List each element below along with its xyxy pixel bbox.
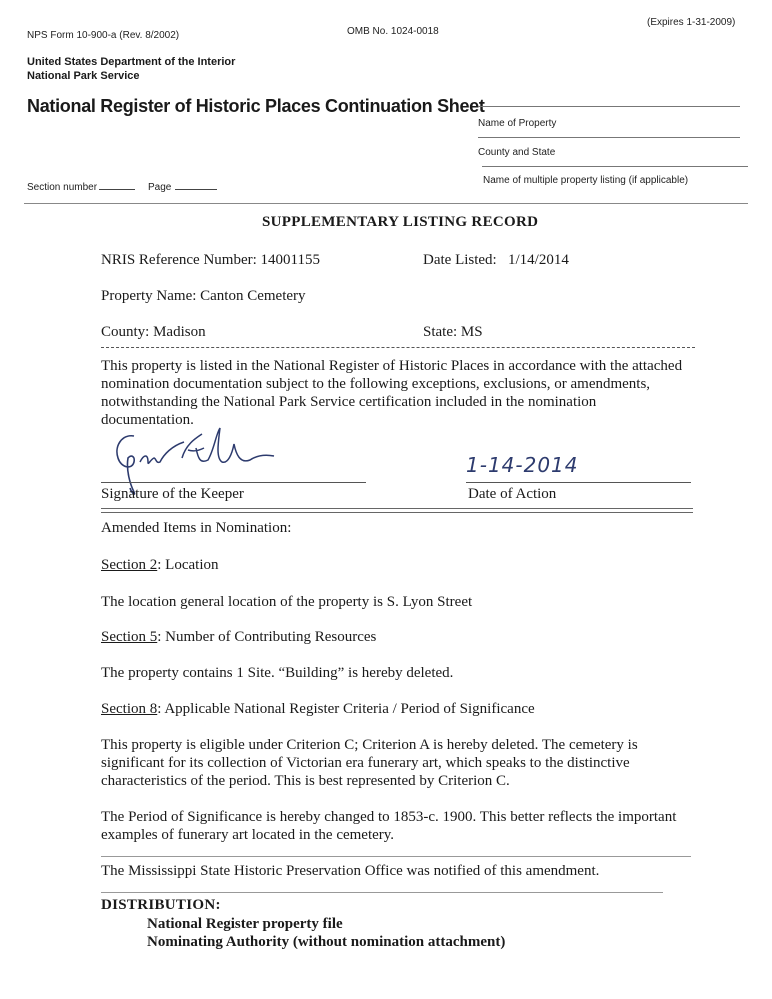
dashed-divider bbox=[101, 347, 695, 348]
property-name: Property Name: Canton Cemetery bbox=[101, 288, 306, 304]
shpo-notification: The Mississippi State Historic Preservation Office was notified of this amendment. bbox=[101, 863, 600, 879]
section-8-heading: Section 8: Applicable National Register Criteria / Period of Significance bbox=[101, 701, 535, 717]
signature-label: Signature of the Keeper bbox=[101, 486, 244, 502]
multiple-listing-label: Name of multiple property listing (if applicable) bbox=[483, 175, 689, 186]
period-of-significance-text: The Period of Significance is hereby changed to 1853-c. 1900. This better reflects the important examples of funerary art located in the cemetery. bbox=[101, 809, 677, 843]
date-line bbox=[466, 482, 691, 483]
county-state-line bbox=[478, 137, 740, 138]
header-divider bbox=[24, 203, 748, 204]
distribution-heading: DISTRIBUTION: bbox=[101, 897, 221, 913]
section-2-heading: Section 2: Location bbox=[101, 557, 219, 573]
county-state-label: County and State bbox=[478, 147, 556, 158]
distribution-item: National Register property file bbox=[147, 916, 343, 932]
date-of-action-label: Date of Action bbox=[468, 486, 557, 502]
notification-divider bbox=[101, 856, 691, 857]
date-listed: Date Listed: 1/14/2014 bbox=[423, 252, 569, 268]
record-heading: SUPPLEMENTARY LISTING RECORD bbox=[262, 214, 539, 230]
agency-name: National Park Service bbox=[27, 70, 140, 82]
section-5-heading: Section 5: Number of Contributing Resources bbox=[101, 629, 377, 645]
section-5-text: The property contains 1 Site. “Building” is hereby deleted. bbox=[101, 665, 454, 681]
listing-statement: This property is listed in the National Register of Historic Places in accordance with the attached nomination documentation subject to the following exceptions, exclusions, or amendments, notwithstanding the National Park Service certification included in the nomination documentation. bbox=[101, 358, 683, 428]
department-name: United States Department of the Interior bbox=[27, 56, 236, 68]
state: State: MS bbox=[423, 324, 483, 340]
county: County: Madison bbox=[101, 324, 206, 340]
page-title: National Register of Historic Places Continuation Sheet bbox=[27, 96, 485, 116]
section-number-field: Section number bbox=[27, 182, 135, 193]
nris-reference: NRIS Reference Number: 14001155 bbox=[101, 252, 320, 268]
expiration-date: (Expires 1-31-2009) bbox=[647, 17, 736, 28]
form-id: NPS Form 10-900-a (Rev. 8/2002) bbox=[27, 30, 180, 41]
section-8-text: This property is eligible under Criterion C; Criterion A is hereby deleted. The cemetery is significant for its collection of Victorian era funerary art, which speaks to the distinctive characteristics of the period. This is best represented by Criterion C. bbox=[101, 737, 638, 789]
omb-number: OMB No. 1024-0018 bbox=[347, 26, 439, 37]
amended-items-heading: Amended Items in Nomination: bbox=[101, 520, 292, 536]
signature-line bbox=[101, 482, 366, 483]
action-date-handwritten: 1-14-2014 bbox=[466, 453, 579, 477]
section-2-text: The location general location of the property is S. Lyon Street bbox=[101, 594, 473, 610]
page-field: Page bbox=[148, 182, 217, 193]
property-name-label: Name of Property bbox=[478, 118, 557, 129]
distribution-divider bbox=[101, 892, 663, 893]
double-divider bbox=[101, 508, 693, 513]
distribution-item: Nominating Authority (without nomination attachment) bbox=[147, 934, 506, 950]
property-name-line bbox=[478, 106, 740, 107]
multiple-listing-line bbox=[482, 166, 748, 167]
